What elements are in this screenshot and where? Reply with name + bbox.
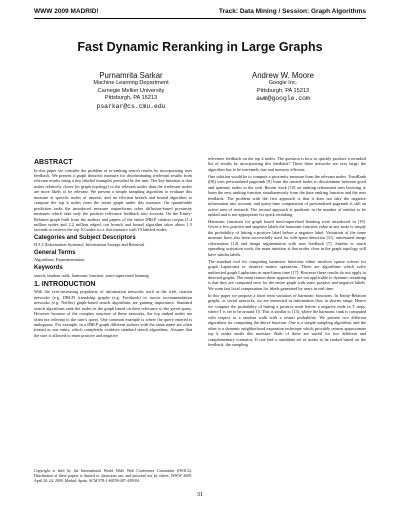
copyright-notice: Copyright is held by the International World Wide Web Conference Committee (IW3C2). Distribution of these papers is limited to classroom use, and personal use by others. WWW 2009, April 20–24, 2009, Madrid, Spain. ACM 978-1-60558-487-4/09/04.: [34, 469, 192, 483]
author-name: Purnamrita Sarkar: [99, 71, 163, 80]
body-paragraph: One solution would be to compute a proximity measure from the relevant nodes. TrustRank ([8]) uses personalized pagerank [9] from the trusted nodes to discriminate between good and spammy nodes in the web. Recent work [10] on ranking refinement uses boosting to learn the new ranking function simultaneously from the base ranking function and the user feedback. The problem with the first approach is that it does not take the negative information into account, and query-time computation of personalized pagerank is still an active area of research. The second approach is quadratic in the number of entities to be ranked and is not appropriate for quick reranking.: [208, 173, 366, 218]
author-name: Andrew W. Moore: [252, 71, 314, 80]
keywords-heading: Keywords: [34, 264, 63, 271]
author-email: awm@google.com: [256, 95, 310, 103]
abstract-heading: ABSTRACT: [34, 159, 73, 166]
right-column: [208, 156, 366, 450]
author-affiliation: Google Inc.: [268, 80, 298, 86]
body-paragraph: The standard tool for computing harmonic functions either involves sparse solvers for graph Laplacians or iterative matrix operations. There are algorithms which solve undirected graph Laplacians in near-linear time [17]. However these results do not apply to directed graphs. The main reason these approaches are not applicable to dynamic reranking is that they are computed once for the entire graph with static positive and negative labels. We want fast local computation for labels generated by users in real time.: [208, 258, 366, 291]
author-affiliation: Machine Learning Department: [93, 80, 169, 86]
header-rule: [34, 18, 366, 19]
left-column: [34, 159, 192, 467]
body-paragraph: relevance feedback on the top k nodes. The question is how to quickly produce a reranked list of results by incorporating this feedback? These three networks are very large, the algorithm has to be extremely fast and memory efficient.: [208, 156, 366, 172]
intro-text: With the ever-increasing popularity of information networks such as the web, citation networks (e.g. DBLP) friendship graphs (e.g. Facebook) or movie recommendation networks (e.g. Netflix) graph-based search algorithms are gaining importance. Standard search algorithms rank the nodes in the graph based on their relevance to the given query. However because of the complex structure of these networks, the top ranked nodes are often not relevant to the user's query. One common example is where the query entered is ambiguous. For example, in a DBLP graph different authors with the same name are often treated as one entity, which completely confuses standard search algorithms. Assume that the user is allowed to enter positive and negative: [34, 289, 192, 338]
author-block-1: [51, 71, 211, 111]
body-paragraph: Harmonic functions for graph based semi-supervised learning were introduced in [19]. Given a few positive and negative labels the harmonic function value at any node is simply the probability of hitting a positive label before a negative label. Variations of the same measure have also been successfully used for web-spam detection [11], automated image colorization [14] and image segmentation with user feedback [7]. Similar to much spreading activation work, the main intuition is that nodes close in the graph topology will have similar labels.: [208, 218, 366, 257]
terms-text: Algorithms, Experimentation: [34, 257, 85, 263]
keywords-text: search, random walk, harmonic function, semi-supervised learning: [34, 273, 149, 279]
author-location: Pittsburgh, PA 15213: [104, 95, 158, 102]
running-header: [34, 8, 366, 18]
body-paragraph: In this paper we propose a short term variation of harmonic functions. In Entity-Relation graphs, or social networks, we are interested in information flow in shorter range. Hence we compute the probability of hitting a positive node before a negative node in T steps, where T is set to be around 10. This is similar to [13], where the harmonic rank is computed with respect to a random walk with a restart probability. We present two different algorithms for computing the above function. One is a simple sampling algorithm, and the other is a dynamic neighborhood expansion technique which provably returns approximate top k nodes under this measure. Both of these are useful for two different and complementary scenarios. If one had a candidate set of nodes to be ranked based on the feedback, the sampling: [208, 292, 366, 347]
header-right: Track: Data Mining / Session: Graph Algorithms: [218, 8, 366, 15]
intro-heading: 1. INTRODUCTION: [34, 280, 96, 288]
terms-heading: General Terms: [34, 249, 76, 256]
paper-title: Fast Dynamic Reranking in Large Graphs: [77, 40, 323, 54]
page-number: 31: [196, 491, 204, 498]
abstract-text: In this paper we consider the problem of re-ranking search results by incorporating user feedback. We present a graph theoretic measure for discriminating irrelevant results from relevant results using a few labeled examples provided by the user. The key intuition is that nodes relatively closer (in graph topology) to the relevant nodes than the irrelevant nodes are more likely to be relevant. We present a simple sampling algorithm to evaluate this measure at specific nodes of interest, and an efficient branch and bound algorithm to compute the top k nodes from the entire graph under this measure. On quantifiable prediction tasks the introduced measure outperforms other diffusion-based proximity measures which take only the positive relevance feedback into account. On the Entity-Relation graph built from the authors and papers of the entire DBLP citation corpus (1.4 million nodes and 2.2 million edges) our branch and bound algorithm takes about 1.5 seconds to retrieve the top 10 nodes w.r.t. this measure with 10 labeled nodes.: [34, 167, 192, 233]
categories-text: H.3.3 [Information Systems]: Information Storage and Retrieval: [34, 242, 145, 248]
categories-heading: Categories and Subject Descriptors: [34, 234, 136, 241]
author-email: psarkar@cs.cmu.edu: [96, 102, 166, 110]
author-institution: Carnegie Mellon University: [97, 87, 165, 94]
header-left: WWW 2009 MADRID!: [34, 8, 99, 15]
author-institution: Pittsburgh, PA 15213: [256, 87, 310, 94]
author-block-2: [203, 71, 363, 103]
